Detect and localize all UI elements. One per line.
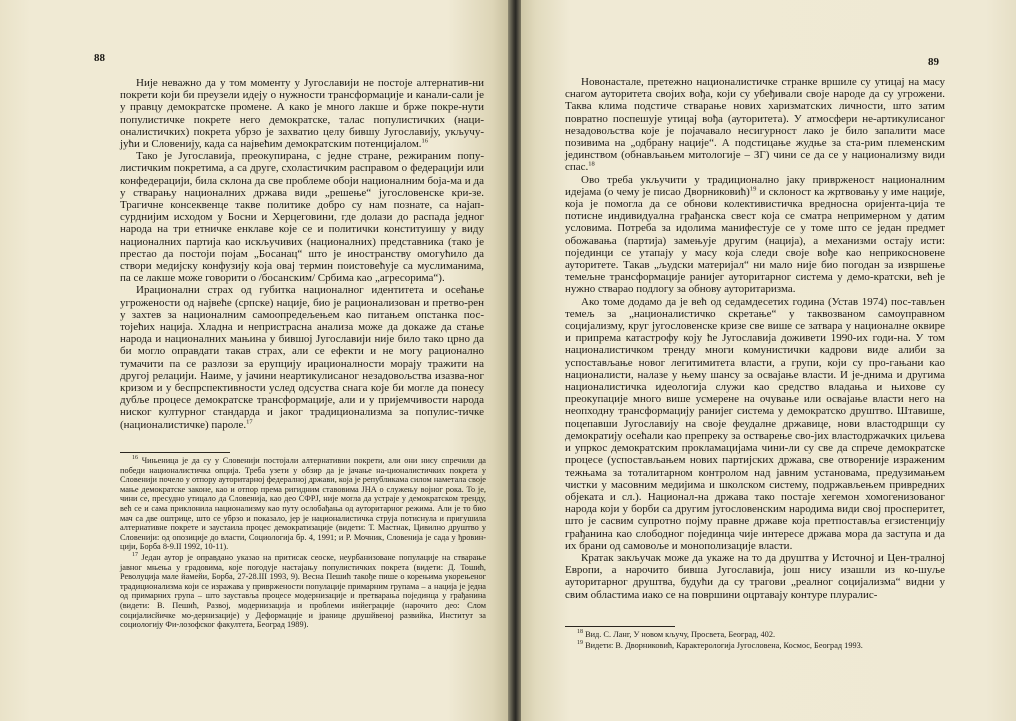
left-footnotes: [120, 456, 486, 630]
paragraph: [120, 284, 484, 430]
paragraph-text: Ако томе додамо да је већ од седамдесетих година (Устав 1974) пос-тављен темељ за „националистичко скретање“ у таквозваном самоуправном социјализму, круг југословенске кризе све више се затвара у националне оквире и припрема катастрофу коју ће Југославија доживети 1990-их годи-на. У том националистичком тренду многи комунистички кадрови виде алиби за успостављање новог легитимитета власти, а групи, који су про-гањани као националисти, налазе у њему шансу за освајање власти. И је-днима и другима националистичка идеологија служи као средство владања и њихове су преокупације много више усмерене на очување или освајање власти него на неопходну трансформацију ранијег система у демократско друштво. Штавише, поцепавши Југославију на своје феудалне државице, нови властодршци су демократију осећали као препреку за остварење сво-јих властодржачких циљева и упркос демократским прокламацијама чини-ли су све да спрече демократске процесе (успостављањем нових партијских држава, све отвореније израженим тежњама за тоталитарном контролом над јавним установама, предузимањем чистки у масовним медијима и школском систему, подржављењем привредних објеката и сл.). Национал-на држава тако постаје хегемон хомогенизованог народа који у борби са другим југословенским народима види свој просперитет, што је сасвим супротно појму правне државе која претпоставља егзистенцију грађанина као слободног појединца чије интересе држава мора да заступа и да их брани од самовоље и монополизације власти.: [565, 295, 945, 552]
paragraph-text: Новонастале, претежно националистичке странке вршиле су утицај на масу снагом ауторитета својих вођа, који су убеђивали своје народе да су угрожени. Таква клима подстиче стварање нових харизматских личности, што затим повратно поспешује утицај вођа (ауторитета). У атмосфери не-артикулисаног незадовољства које је појачавало несигурност лако је било запалити масе позивима на „одбрану нације“. А подстицање жудње за ста-рим племенским јединством (обнављањем митологије – ЗГ) чини се да се у национализму види спас.: [565, 76, 945, 174]
footnote-text: Чињеница је да су у Словенији постојали алтернативни покрети, али они нису спречили да победи националистичка опција. Треба узети у обзир да је јачање на-ционалистичких покрета у Словенији почело у отпору ауторитарној федералној држави, која је републикама силом наметала своје мање демократске законе, као и отпор према ригидним ставовима ЈНА о служењу војног рока. То је, чини се, пресудно утицало да Словенија, као део СФРЈ, није могла да устраје у демократском тренду, већ се и сама приклонила национализму као путу ослобађања од ауторитарног режима. Али је то био мач са две оштрице, што се убрзо и показало, јер је националистичка струја потиснула и пригушила алтернативне покрете и заустаила процес демократизације (видети: Т. Мастнак, Цивилно друштво у Словенији: од опозиције до власти, Социологија бр. 4, 1991; и Р. Мочник, Словенија је сада у ђровин-цији, Борба 8-9.II 1992, 10-11).: [120, 456, 486, 552]
right-page-body: [565, 76, 945, 601]
paragraph: [565, 296, 945, 552]
paragraph-text: Ово треба укључити у традиционално јаку привржeност националним идејама (о чему је писао Дворниковић): [565, 173, 945, 198]
paragraph-text: Није неважно да у том моменту у Југославији не постоје алтернатив-ни покрети који би преузели идеју о нужности трансформације и канали-сали је у правцу демократске промене. А како је много лакше и брже покре-нути популистичке покрете него демократске, талас популистичких (наци-оналистичких) покрета убрзо је захватио целу бившу Југославију, укључу-јући и Словенију, када са највећим демократским потенцијалом.: [120, 77, 484, 151]
paragraph: [120, 150, 484, 284]
paragraph-text: Кратак закључак може да укаже на то да друштва у Источној и Цен-тралној Европи, а нарочито бивша Југославија, још нису изашли из ко-шуље ауторитарног друштва, будући да су трагови „реалног социјализма“ видни у свим областима иако се на површини оцртавају контуре плуралис-: [565, 551, 945, 601]
paragraph-text: Ирационални страх од губитка националног идентитета и осећање угрожености од највеће (српске) нације, био је рационализован и претво-рен у захтев за националним самоопредељењем као питањем опстанка пос-тојећих нација. Хладна и непристрасна анализа може да докаже да стање народа и националних мањина у бившој Југославији није било тако црно да би могло оправдати такав страх, али се ефекти и не могу рационално тумачити па се разлози за ерупцију ирационалности морају тражити на другој релацији. Наиме, у јачини неартикулисаног незадовољства изазва-ног кризом и у беспрспективности услед одсуства снага које би могле да понесу дубље процесе демократске трансформације, али и у пријемчивости народа ниског културног стандарда и јаког традиционализма за популис-тичке (националистичке) пароле.: [120, 284, 484, 431]
paragraph-text: и склоност ка жртвовању у име нације, која је помогла да се обнови колективистичка вредносна оријента-ција те потисне индивидуална грађанска свест која се сматра непримерном у датим условима. Потреба за идолима манифестује се у томе што се један предмет обожавања (партија) замењује другим (нација), а механизми остају исти: појединци се утапају у масу која следи своје вође као неприкосновене ауторитете. Такав „људски материјал“ ни мало није био погодан за извршење темељне трансформације ранијег ауторитарног система у демо-кратски, већ је нужно стварао подлогу за обнову ауторитаризма.: [565, 185, 945, 296]
paragraph: [120, 77, 484, 150]
footnote-divider: [120, 452, 230, 453]
left-page-number: 88: [94, 52, 105, 64]
right-page-number: 89: [928, 56, 939, 68]
left-page-body: [120, 77, 484, 431]
footnote-divider: [565, 626, 675, 627]
footnote: [565, 641, 945, 651]
footnote-number: 18: [577, 629, 583, 636]
right-footnotes: [565, 630, 945, 650]
footnote-number: 19: [577, 639, 583, 646]
footnote: [120, 456, 486, 552]
paragraph: [565, 76, 945, 174]
footnote-text: Вид. С. Ланг, У новом кључу, Просвета, Београд, 402.: [585, 630, 776, 639]
footnote-ref[interactable]: 16: [421, 137, 429, 145]
footnote: [565, 630, 945, 640]
footnote-ref[interactable]: 19: [749, 185, 757, 193]
footnote-number: 17: [132, 552, 138, 559]
paragraph-text: Тако је Југославија, преокупирана, с једне стране, режираним попу-листичким покретима, а са друге, схоластичким расправом о федерацији или конфедерацији, била склона да све проблеме обоји националним боја-ма и да у стварању националних држава види „решење“ југословенске кри-зе. Трагичне консеквенце такве политике добро су нам познате, са најап-сурднијим исходом у Босни и Херцеговини, где долази до распада једног народа на три етничке енклаве које се и политички конституишу у виду националних партија као искључивих (националних) представника (тако је престао да постоји појам „Босанац“ што је иностранству омогућило да створи медијску конфузију која овај термин поистовећује са муслиманима, па се лакше може говорити о /босанским/ Србима као „агресорима“).: [120, 150, 484, 285]
paragraph: [565, 174, 945, 296]
footnote-number: 16: [132, 455, 138, 462]
footnote: [120, 553, 486, 630]
book-gutter: [508, 0, 521, 721]
footnote-text: Један аутор је оправдано указао на притисак сеоске, неурбанизоване популације на стварање јавног мњења у градовима, које погодује настајању популистичких покрета (видети: Д. Тошић, Револуција мале йамейи, Борба, 27-28.III 1993, 9). Весна Пешић такође пише о корењима укорењеног традиционализма који се изражава у привржености популације примарним групама – а нација је једна од примарних група – што зауставља процесе модернизације и претварања појединца у грађанина (видети: В. Пешић, Развој, модернизација и проблеми инйеграције (нарочито део: Слом социјалисйичке мо-дернизације) у Деформације и јранице друшйвеној развийка, Институт за социологију Фи-лозофског факултета, Београд 1989).: [120, 552, 486, 630]
paragraph: [565, 552, 945, 601]
footnote-ref[interactable]: 17: [246, 418, 253, 426]
footnote-text: Видети: В. Дворниковић, Карактерологија Југословена, Космос, Београд 1993.: [585, 640, 863, 650]
footnote-ref[interactable]: 18: [588, 160, 595, 168]
